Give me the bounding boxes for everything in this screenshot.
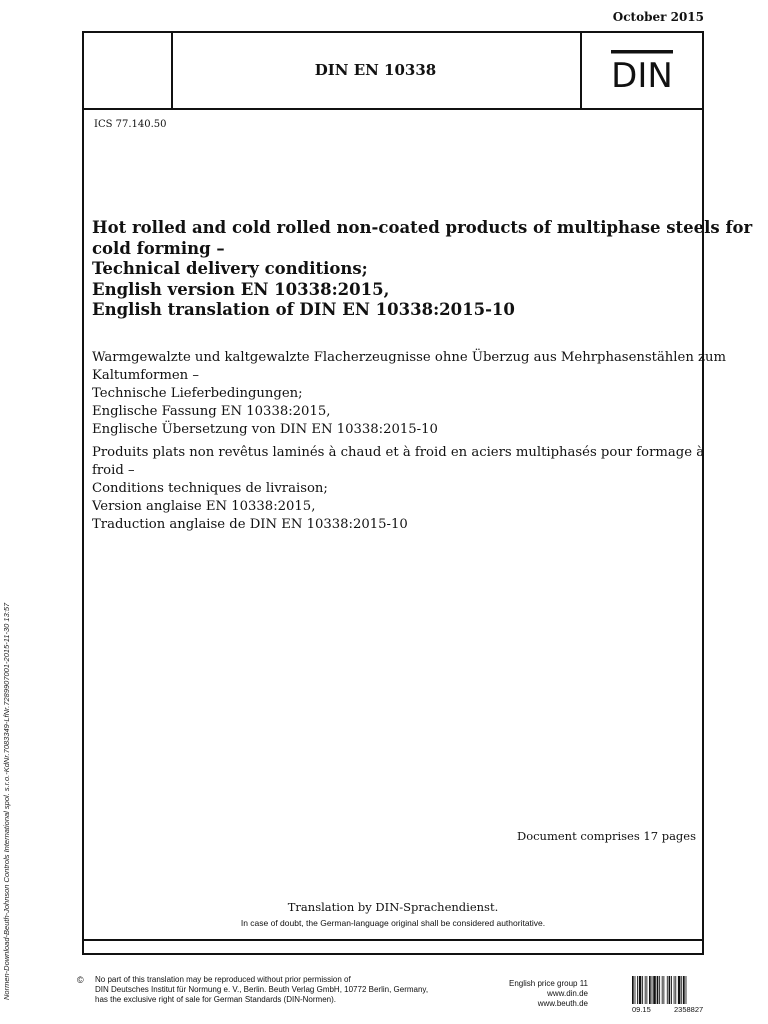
title-line: Englische Fassung EN 10338:2015, [92, 404, 331, 419]
barcode-bar [659, 976, 660, 1004]
barcode-bar [646, 976, 647, 1004]
bottom-divider [82, 939, 704, 941]
barcode-bar [642, 976, 643, 1004]
barcode-bar [662, 976, 663, 1004]
title-line: Warmgewalzte und kaltgewalzte Flacherzeugnisse ohne Überzug aus Mehrphasenstählen zum [92, 350, 726, 365]
copyright-icon: © [77, 975, 84, 985]
ics-code: ICS 77.140.50 [94, 119, 167, 130]
title-line: Version anglaise EN 10338:2015, [92, 499, 316, 514]
title-line: Produits plats non revêtus laminés à chaud et à froid en aciers multiphasés pour formage à [92, 445, 705, 460]
download-watermark: Normen-Download-Beuth-Johnson Controls International spol. s.r.o.-KdNr.7083349-LfNr.7289907001-2015-11-30 13:57 [2, 602, 11, 1000]
barcode-bar [683, 976, 685, 1004]
barcode-bar [663, 976, 664, 1004]
barcode-bar [652, 976, 653, 1004]
authority-note: In case of doubt, the German-language original shall be considered authoritative. [240, 918, 546, 928]
title-line: cold forming – [92, 238, 225, 258]
title-line: Technical delivery conditions; [92, 259, 368, 278]
barcode-bar [639, 976, 642, 1004]
header-row [82, 31, 704, 110]
barcode-bar [671, 976, 672, 1004]
barcode-bar [653, 976, 656, 1004]
barcode-bar [675, 976, 676, 1004]
din-website-link[interactable]: www.din.de [547, 989, 588, 998]
title-french [92, 444, 705, 534]
title-line: Englische Übersetzung von DIN EN 10338:2015-10 [92, 422, 438, 437]
copyright-line: has the exclusive right of sale for German Standards (DIN-Normen). [95, 995, 336, 1004]
beuth-website-link[interactable]: www.beuth.de [537, 999, 588, 1008]
barcode-bar [667, 976, 668, 1004]
title-english [92, 218, 753, 321]
title-line: froid – [92, 463, 135, 478]
document-number: DIN EN 10338 [314, 60, 437, 79]
title-line: Kaltumformen – [92, 368, 199, 383]
barcode-bar [686, 976, 687, 1004]
barcode-bar [632, 976, 634, 1004]
copyright-line: No part of this translation may be reproduced without prior permission of [95, 975, 351, 984]
barcode-bar [637, 976, 638, 1004]
barcode-code-left: 09.15 [632, 1005, 651, 1014]
barcode-bar [674, 976, 675, 1004]
title-line: English translation of DIN EN 10338:2015-10 [92, 300, 515, 319]
barcode-icon [632, 976, 708, 1006]
title-line: Technische Lieferbedingungen; [92, 386, 303, 401]
barcode-bar [657, 976, 659, 1004]
price-group: English price group 11 [508, 979, 588, 988]
barcode-bar [649, 976, 651, 1004]
title-line: Traduction anglaise de DIN EN 10338:2015-10 [92, 517, 408, 532]
barcode-bar [678, 976, 681, 1004]
din-logo [580, 31, 704, 108]
barcode-bar [681, 976, 682, 1004]
barcode-code-right: 2358827 [674, 1005, 704, 1014]
copyright-line: DIN Deutsches Institut für Normung e. V., Berlin. Beuth Verlag GmbH, 10772 Berlin, Germany, [95, 985, 429, 994]
title-line: Hot rolled and cold rolled non-coated products of multiphase steels for [92, 218, 753, 237]
barcode-bar [635, 976, 636, 1004]
svg-text:DIN: DIN [611, 55, 673, 91]
copyright-notice [95, 975, 428, 1005]
price-info [509, 979, 588, 1009]
barcode-bar [669, 976, 671, 1004]
din-logo-icon [610, 49, 674, 91]
title-german [92, 349, 726, 439]
page-count: Document comprises 17 pages [516, 829, 696, 843]
publication-date: October 2015 [612, 10, 704, 24]
header-left-cell [82, 31, 173, 108]
title-line: English version EN 10338:2015, [92, 279, 390, 299]
translation-credit: Translation by DIN-Sprachendienst. [287, 900, 499, 914]
barcode-bar [645, 976, 646, 1004]
title-line: Conditions techniques de livraison; [92, 481, 328, 496]
